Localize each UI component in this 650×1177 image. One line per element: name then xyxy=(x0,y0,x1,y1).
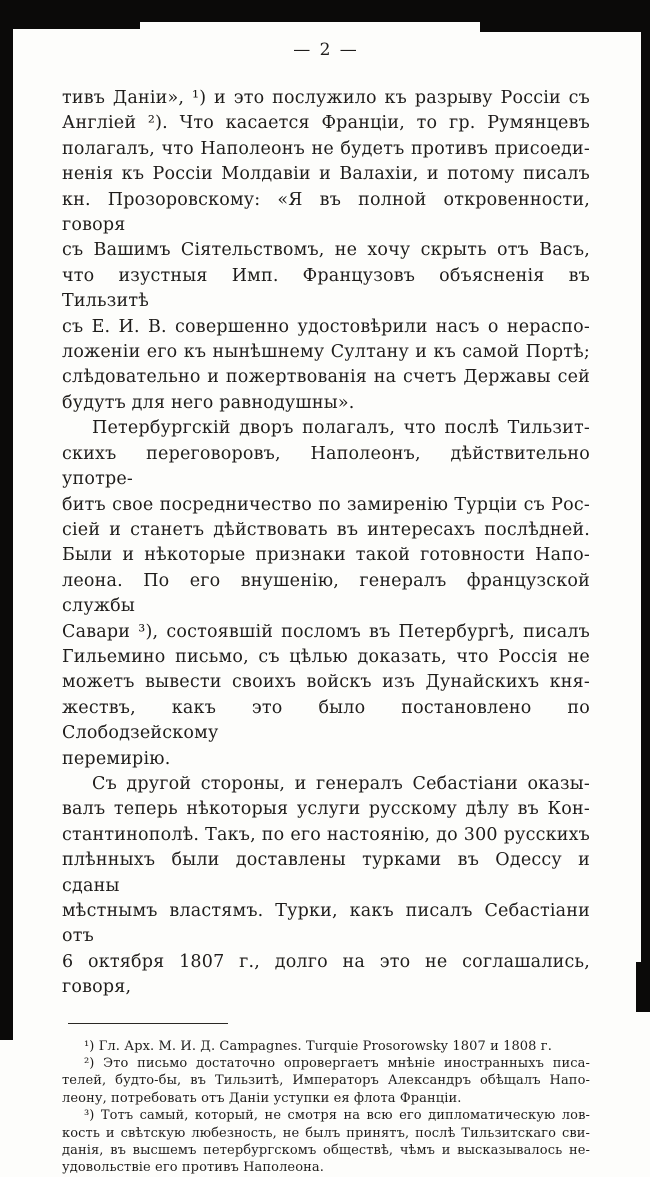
text-line: слѣдовательно и пожертвованія на счетъ Державы сей xyxy=(62,367,590,388)
footnotes xyxy=(62,1038,590,1177)
text-line: съ Вашимъ Сіятельствомъ, не хочу скрыть отъ Васъ, xyxy=(62,240,590,261)
footnote-line: ²) Это письмо достаточно опровергаетъ мнѣніе иностранныхъ писа- xyxy=(84,1056,590,1072)
text-line: сіей и станетъ дѣйствовать въ интересахъ послѣдней. xyxy=(62,519,590,540)
footnote-line: кость и свѣтскую любезность, не былъ принятъ, послѣ Тильзитскаго сви- xyxy=(62,1125,590,1141)
text-line: что изустныя Имп. Французовъ объясненія въ Тильзитѣ xyxy=(62,265,590,312)
footnote-line: удовольствіе его противъ Наполеона. xyxy=(62,1160,324,1176)
text-line: ложеніи его къ нынѣшнему Султану и къ самой Портѣ; xyxy=(62,342,590,363)
text-line: битъ свое посредничество по замиренію Турціи съ Рос- xyxy=(62,494,590,515)
footnote-line: телей, будто-бы, въ Тильзитѣ, Императоръ Александръ обѣщалъ Напо- xyxy=(62,1073,590,1089)
page-number: — 2 — xyxy=(293,40,359,60)
footnote-3 xyxy=(62,1107,590,1177)
footnote-2 xyxy=(62,1055,590,1107)
text-line: леона. По его внушенію, генералъ французской службы xyxy=(62,570,590,617)
text-line: кн. Прозоровскому: «Я въ полной откровенности, говоря xyxy=(62,189,590,236)
text-line: перемирію. xyxy=(62,748,171,769)
scan-edge-top xyxy=(0,0,650,22)
text-line: валъ теперь нѣкоторыя услуги русскому дѣлу въ Кон- xyxy=(62,799,590,820)
paragraph-2 xyxy=(62,416,590,772)
footnote-separator xyxy=(68,1023,228,1024)
text-line: Гильемино письмо, съ цѣлью доказать, что Россія не xyxy=(62,646,590,667)
scan-edge-left xyxy=(0,0,13,1040)
footnote-line: ³) Тотъ самый, который, не смотря на всю его дипломатическую лов- xyxy=(84,1108,590,1124)
paragraph-1 xyxy=(62,86,590,416)
text-line: 6 октября 1807 г., долго на это не соглашались, говоря, xyxy=(62,951,590,998)
text-line: съ Е. И. В. совершенно удостовѣрили насъ о нераспо- xyxy=(62,316,590,337)
text-line: можетъ вывести своихъ войскъ изъ Дунайскихъ кня- xyxy=(62,672,590,693)
text-line: плѣнныхъ были доставлены турками въ Одессу и сданы xyxy=(62,850,590,896)
text-line: ненія къ Россіи Молдавіи и Валахіи, и потому писалъ xyxy=(62,164,590,185)
text-line: полагалъ, что Наполеонъ не будетъ противъ присоеди- xyxy=(62,138,590,159)
text-line: будутъ для него равнодушны». xyxy=(62,392,355,413)
scan-edge-right xyxy=(641,0,650,1012)
text-line: Савари ³), состоявшій посломъ въ Петербургѣ, писалъ xyxy=(62,621,590,642)
text-line: Съ другой стороны, и генералъ Себастіани оказы- xyxy=(92,773,590,794)
text-line: жествъ, какъ это было постановлено по Слободзейскому xyxy=(62,697,590,744)
text-line: Были и нѣкоторые признаки такой готовности Напо- xyxy=(62,545,590,566)
page-content xyxy=(62,40,590,1177)
text-line: Петербургскій дворъ полагалъ, что послѣ Тильзит- xyxy=(92,418,590,439)
text-line: скихъ переговоровъ, Наполеонъ, дѣйствительно употре- xyxy=(62,443,590,490)
text-line: стантинополѣ. Такъ, по его настоянію, до 300 русскихъ xyxy=(62,824,590,845)
footnote-line: данія, въ высшемъ петербургскомъ обществѣ, чѣмъ и высказывалось не- xyxy=(62,1143,590,1159)
paragraph-3 xyxy=(62,772,590,1001)
footnote-1 xyxy=(62,1038,590,1055)
text-line: тивъ Даніи», ¹) и это послужило къ разрыву Россіи съ xyxy=(62,88,590,108)
footnote-line: леону, потребовать отъ Даніи уступки ея флота Франціи. xyxy=(62,1090,462,1106)
text-line: Англіей ²). Что касается Франціи, то гр. Румянцевъ xyxy=(62,113,590,134)
footnote-line: ¹) Гл. Арх. М. И. Д. Campagnes. Turquie Prosorowsky 1807 и 1808 г. xyxy=(84,1038,552,1054)
text-line: мѣстнымъ властямъ. Турки, какъ писалъ Себастіани отъ xyxy=(62,901,590,947)
